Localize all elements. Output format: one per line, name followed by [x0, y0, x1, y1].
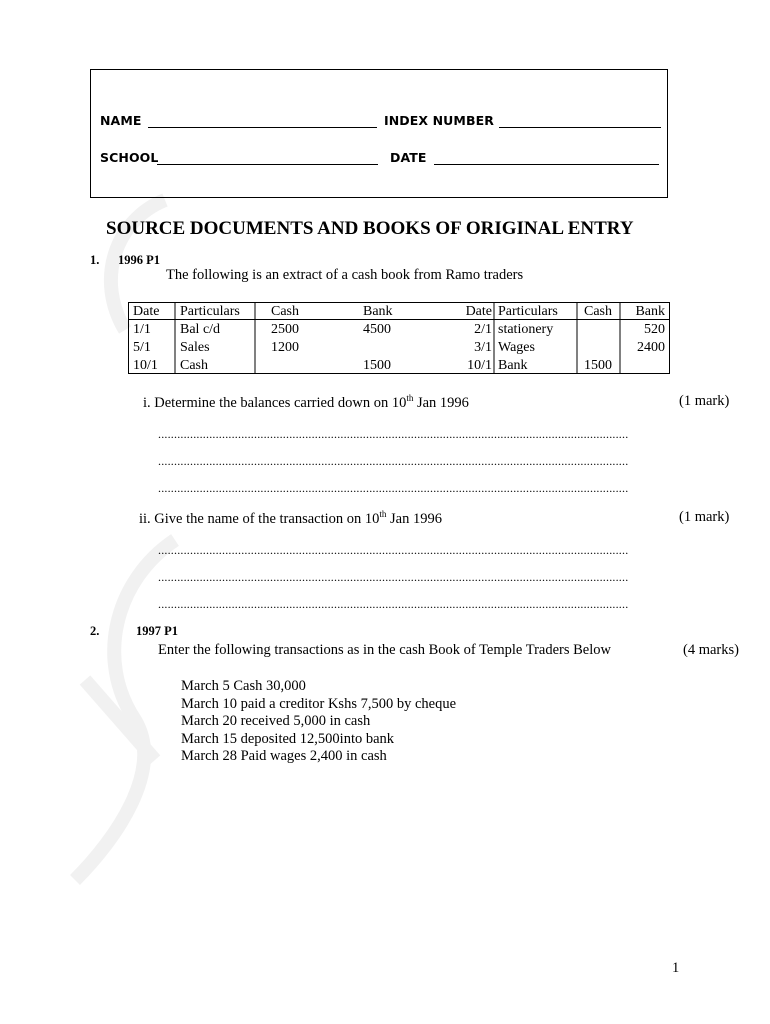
table-cell: 1500 — [584, 358, 612, 373]
table-cell: 10/1 — [133, 358, 158, 373]
cb-col-cash-right — [584, 303, 612, 375]
school-label: SCHOOL — [100, 150, 159, 165]
q2-marks: (4 marks) — [683, 642, 739, 658]
table-cell: 1/1 — [133, 322, 151, 337]
date-field[interactable] — [434, 164, 659, 165]
table-cell: 5/1 — [133, 340, 151, 355]
cb-col-cash-left — [271, 303, 299, 357]
q1-part-ii-marks: (1 mark) — [679, 509, 730, 525]
table-cell: stationery — [498, 322, 554, 337]
q1-part-ii-text: ii. Give the name of the transaction on 10 — [139, 510, 380, 527]
cb-col-particulars-left — [180, 303, 240, 375]
table-cell — [363, 339, 393, 357]
table-cell: 2500 — [271, 322, 299, 337]
header-bank: Bank — [635, 304, 665, 319]
q2-intro: Enter the following transactions as in the cash Book of Temple Traders Below — [158, 642, 611, 658]
list-item: March 5 Cash 30,000 — [181, 678, 306, 694]
q1-part-ii-question — [139, 509, 442, 528]
answer-line[interactable]: ................................................................................................................................................... — [158, 481, 629, 495]
q2-year: 1997 P1 — [136, 624, 179, 638]
superscript: th — [379, 509, 387, 519]
cb-col-bank-right — [629, 303, 665, 357]
cb-col-bank-left — [363, 303, 393, 375]
table-cell: 1500 — [363, 358, 391, 373]
cb-col-date-right — [452, 303, 492, 375]
answer-line[interactable]: ................................................................................................................................................... — [158, 427, 629, 441]
list-item: March 10 paid a creditor Kshs 7,500 by cheque — [181, 695, 457, 712]
table-cell: 3/1 — [474, 340, 492, 355]
q1-part-i-date: Jan 1996 — [413, 394, 469, 411]
cb-col-date-left — [133, 303, 159, 375]
answer-line[interactable]: ................................................................................................................................................... — [158, 597, 629, 611]
page-title: SOURCE DOCUMENTS AND BOOKS OF ORIGINAL ENTRY — [106, 218, 634, 239]
table-cell — [584, 339, 612, 357]
page-number: 1 — [672, 960, 680, 976]
date-label: DATE — [390, 150, 427, 165]
q2-number: 2. — [90, 624, 100, 638]
table-cell: Bank — [498, 358, 528, 373]
name-label: NAME — [100, 113, 142, 128]
q1-part-i-marks: (1 mark) — [679, 393, 730, 409]
header-bank: Bank — [363, 304, 393, 319]
q1-intro: The following is an extract of a cash book from Ramo traders — [166, 267, 524, 283]
answer-line[interactable]: ................................................................................................................................................... — [158, 454, 629, 468]
q1-part-i-question — [143, 393, 469, 412]
table-cell: Cash — [180, 358, 208, 373]
header-particulars: Particulars — [180, 304, 240, 319]
superscript: th — [406, 393, 414, 403]
index-number-label: INDEX NUMBER — [384, 113, 494, 128]
header-date: Date — [133, 304, 160, 319]
table-cell: 10/1 — [467, 358, 492, 373]
table-cell: 2400 — [637, 340, 665, 355]
list-item: March 28 Paid wages 2,400 in cash — [181, 748, 387, 764]
table-cell: 1200 — [271, 340, 299, 355]
header-cash: Cash — [584, 304, 612, 319]
cb-col-particulars-right — [498, 303, 558, 375]
header-particulars: Particulars — [498, 304, 558, 319]
q1-part-i-text: i. Determine the balances carried down on 10 — [143, 394, 407, 411]
name-field[interactable] — [148, 127, 377, 128]
q1-part-ii-date: Jan 1996 — [386, 510, 442, 527]
school-field[interactable] — [157, 164, 378, 165]
table-cell — [584, 321, 612, 339]
q2-transactions-list — [181, 678, 456, 766]
list-item: March 15 deposited 12,500into bank — [181, 730, 395, 747]
answer-line[interactable]: ................................................................................................................................................... — [158, 543, 629, 557]
q1-year: 1996 P1 — [118, 253, 161, 267]
student-info-box — [90, 69, 668, 198]
table-cell: 4500 — [363, 322, 391, 337]
header-cash: Cash — [271, 304, 299, 319]
index-number-field[interactable] — [499, 127, 661, 128]
table-cell: Wages — [498, 340, 535, 355]
table-cell: 2/1 — [474, 322, 492, 337]
header-date: Date — [465, 304, 492, 319]
table-cell: 520 — [644, 322, 665, 337]
table-cell: Sales — [180, 340, 210, 355]
list-item: March 20 received 5,000 in cash — [181, 713, 371, 729]
q1-number: 1. — [90, 253, 100, 267]
table-cell: Bal c/d — [180, 322, 221, 337]
answer-line[interactable]: ................................................................................................................................................... — [158, 570, 629, 584]
